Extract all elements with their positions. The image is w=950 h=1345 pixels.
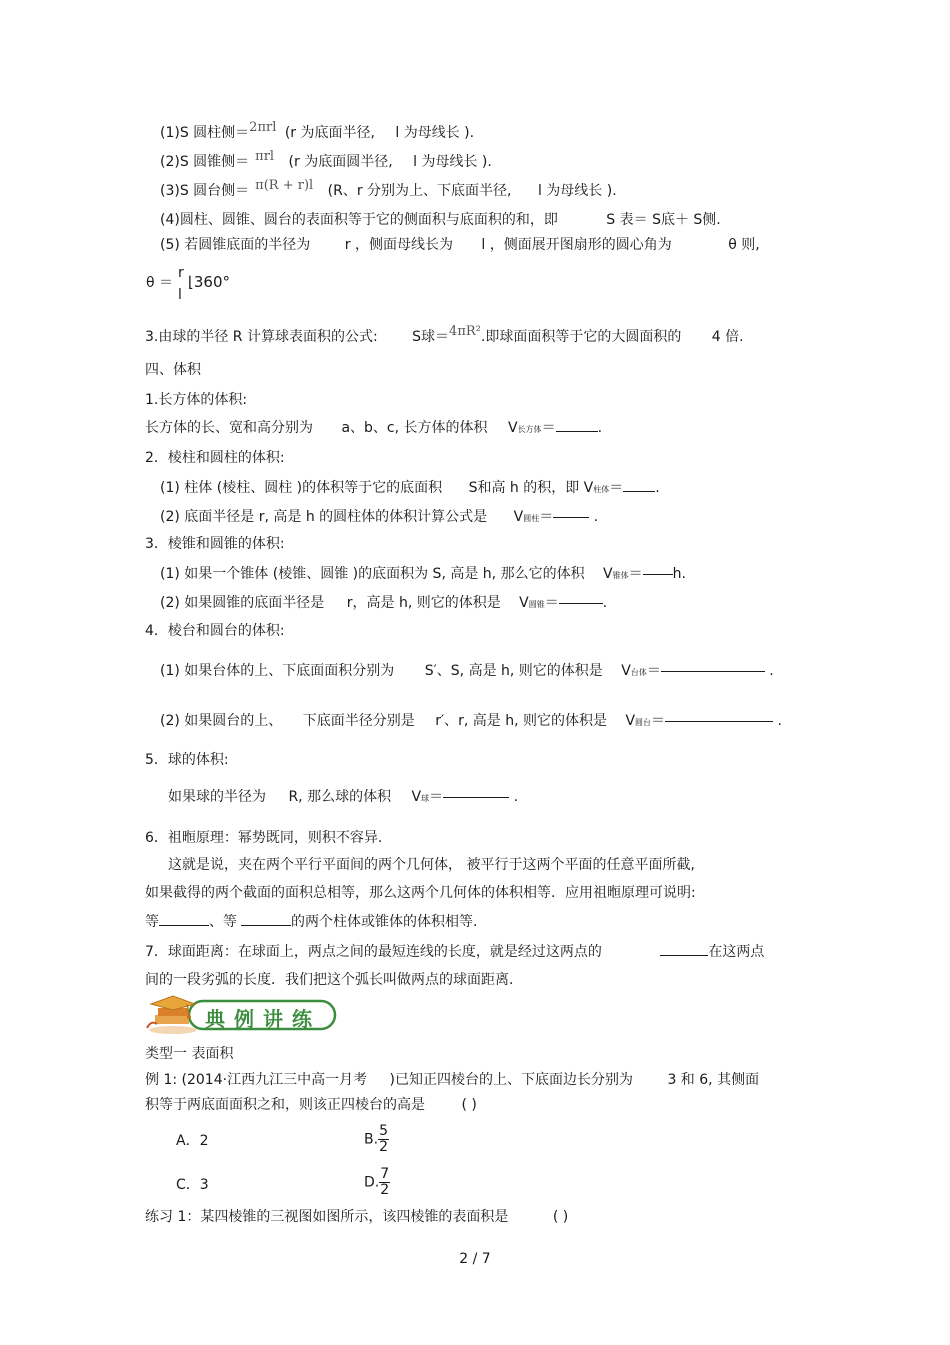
label: (2)S 圆锥侧＝ [160,154,250,170]
text: S′、S, 高是 h, 则它的体积是 [424,663,603,679]
formula-image: 4πR² [449,324,481,339]
sphere-surface-area [145,324,744,347]
answer-paren: ( ) [461,1097,477,1113]
text: V [625,713,636,729]
answer-blank [159,913,209,926]
cylinder-volume-line: (2) 底面半径是 r, 高是 h 的圆柱体的体积计算公式是 V圆柱＝ . [160,509,599,525]
text: θ 则, [728,237,760,253]
text: V [519,595,529,611]
note: l 为母线长 ). [395,125,475,141]
answer-blank [556,419,598,432]
formula-image: π(R + r)l [255,178,314,193]
text: ＝ [541,420,556,436]
theta-lhs: θ ＝ [146,275,174,291]
text: 3.由球的半径 R 计算球表面积的公式: [145,329,378,345]
fraction-line [553,517,589,518]
examples-banner [143,994,339,1036]
subscript: 圆台 [635,718,652,727]
text: 3 和 6, 其侧面 [667,1072,760,1088]
spherical-distance-p1 [145,943,764,961]
answer-blank [241,913,291,926]
subscript: 球 [421,794,430,803]
text: (2) 底面半径是 r, 高是 h 的圆柱体的体积计算公式是 [160,509,488,525]
fraction-denominator: l [178,287,182,303]
fraction-line [643,574,673,575]
text: V [621,663,631,679]
option-d [364,1167,390,1201]
text: .即球面面积等于它的大圆面积的 [480,329,682,345]
fraction-denominator: 2 [380,1182,390,1198]
subheading-sphere: 5．球的体积: [145,752,229,768]
text: R, 那么球的体积 [288,789,392,805]
text: r ，侧面母线长为 [344,237,453,253]
subheading-cuboid: 1.长方体的体积: [145,392,248,408]
option-label: B. [364,1131,379,1148]
cone-volume-line: (2) 如果圆锥的底面半径是 r，高是 h, 则它的体积是 V圆锥＝ . [160,595,608,611]
label: (3)S 圆台侧＝ [160,183,250,199]
text: ＝ [651,713,666,729]
text: 4 倍. [711,329,744,345]
note: l 为母线长 ). [537,183,617,199]
page-number: 2 / 7 [459,1251,491,1267]
spherical-distance-p2: 间的一段劣弧的长度．我们把这个弧长叫做两点的球面距离. [145,972,514,988]
fraction-numerator: r [178,265,184,281]
pyramid-volume-line [160,565,686,585]
formula-image: πrl [255,149,275,164]
sphere-volume-line: 如果球的半径为 R, 那么球的体积 V球＝ . [168,789,519,805]
formula-lateral-cone [160,149,492,172]
answer-blank [623,479,655,492]
subheading-prism: 2．棱柱和圆柱的体积: [145,450,285,466]
section-heading-volume: 四、体积 [145,362,201,378]
answer-blank [660,943,708,956]
subscript: 锥体 [612,571,629,580]
text: S和高 h 的积，即 V [468,480,594,496]
fraction-numerator: 7 [380,1166,390,1182]
type-heading: 类型一 表面积 [145,1046,234,1062]
surface-area-rule [160,211,721,229]
cuboid-volume-line: 长方体的长、宽和高分别为 a、b、c, 长方体的体积 V长方体＝ . [145,420,603,436]
note: (R、r 分别为上、下底面半径, [327,183,512,199]
fraction-numerator: 5 [379,1123,388,1139]
text: V [513,509,524,525]
subscript: 长方体 [517,425,542,434]
subscript: 柱体 [593,485,610,494]
label: (1)S 圆柱侧＝ [160,125,250,141]
text: 在这两点 [708,944,765,960]
answer-paren: ( ) [552,1209,569,1225]
frustum-volume-line: (1) 如果台体的上、下底面面积分别为 S′、S, 高是 h, 则它的体积是 V台体＝ . [160,663,774,679]
text: 如果球的半径为 [168,789,266,805]
option-label: D. [364,1174,380,1191]
text: (2) 如果圆锥的底面半径是 [160,595,325,611]
text: )已知正四棱台的上、下底面边长分别为 [389,1072,633,1088]
subheading-pyramid: 3．棱锥和圆锥的体积: [145,536,285,552]
text: ＝ [646,663,661,679]
fraction-denominator: 2 [379,1139,388,1155]
note: l 为母线长 ). [413,154,492,170]
text: ＝ [609,480,624,496]
subscript: 圆锥 [528,600,545,609]
cavalieri-title: 6．祖暅原理：幂势既同，则积不容异. [145,830,383,846]
text: 例 1: (2014·江西九江三中高一月考 [145,1072,368,1088]
text: S球＝ [412,329,450,345]
option-a: A．2 [176,1133,209,1149]
cavalieri-p2: 如果截得的两个截面的面积总相等，那么这两个几何体的体积相等．应用祖暅原理可说明: [145,885,696,901]
text: 下底面半径分别是 [302,713,415,729]
prism-volume-line: (1) 柱体 (棱柱、圆柱 )的体积等于它的底面积 S和高 h 的积，即 V柱体＝ . [160,480,660,496]
subheading-frustum: 4．棱台和圆台的体积: [145,623,285,639]
text: ＝ [429,789,444,805]
fraction-line [559,603,603,604]
text: ＝ [628,566,643,582]
subscript: 台体 [630,668,647,677]
text: V [411,789,422,805]
example-1-line2 [145,1096,477,1114]
text: 等 [145,914,159,930]
sector-angle-line [160,236,760,254]
text: ＝ [544,595,559,611]
fraction-line [661,671,765,672]
formula-lateral-frustum [160,178,617,201]
example-1-line1 [145,1071,759,1089]
cavalieri-p3 [145,913,477,931]
text: 、等 [209,914,237,930]
practice-1 [145,1208,568,1226]
text: 积等于两底面面积之和，则该正四棱台的高是 [145,1097,425,1113]
fraction-line [665,721,773,722]
text: r，高是 h, 则它的体积是 [346,595,501,611]
text: S 表＝ S底＋ S侧. [606,212,721,228]
option-b [364,1124,389,1158]
fraction-line [443,797,509,798]
text: (1) 如果一个锥体 (棱锥、圆锥 )的底面积为 S, 高是 h, 那么它的体积 [160,566,585,582]
formula-image: 2πrl [249,120,277,135]
theta-tail: ⌊360° [188,273,230,291]
text: h. [672,566,686,582]
truncated-cone-volume-line: (2) 如果圆台的上、 下底面半径分别是 r′、r, 高是 h, 则它的体积是 V圆台＝ . [160,713,782,729]
text: (5) 若圆锥底面的半径为 [160,237,311,253]
text: 的两个柱体或锥体的体积相等. [291,914,478,930]
fraction [379,1167,390,1198]
option-c: C．3 [176,1177,209,1193]
note: (r 为底面半径, [284,125,375,141]
text: 长方体的长、宽和高分别为 [145,420,313,436]
text: (2) 如果圆台的上、 [160,713,283,729]
text: l ，侧面展开图扇形的圆心角为 [481,237,672,253]
text: 7．球面距离：在球面上，两点之间的最短连线的长度，就是经过这两点的 [145,944,602,960]
subscript: 圆柱 [523,514,540,523]
text: ＝ [539,509,554,525]
formula-lateral-cylinder [160,120,475,143]
text: r′、r, 高是 h, 则它的体积是 [435,713,608,729]
text: V [507,420,518,436]
text: (4)圆柱、圆锥、圆台的表面积等于它的侧面积与底面积的和，即 [160,212,558,228]
banner-title: 典例讲练 [205,1007,321,1031]
note: (r 为底面圆半径, [288,154,393,170]
text: V [603,566,613,582]
text: a、b、c, 长方体的体积 [341,420,488,436]
fraction [378,1124,389,1155]
text: 练习 1：某四棱锥的三视图如图所示，该四棱锥的表面积是 [145,1209,509,1225]
cavalieri-p1: 这就是说，夹在两个平行平面间的两个几何体， 被平行于这两个平面的任意平面所截, [168,857,695,873]
text: (1) 柱体 (棱柱、圆柱 )的体积等于它的底面积 [160,480,443,496]
text: (1) 如果台体的上、下底面面积分别为 [160,663,395,679]
